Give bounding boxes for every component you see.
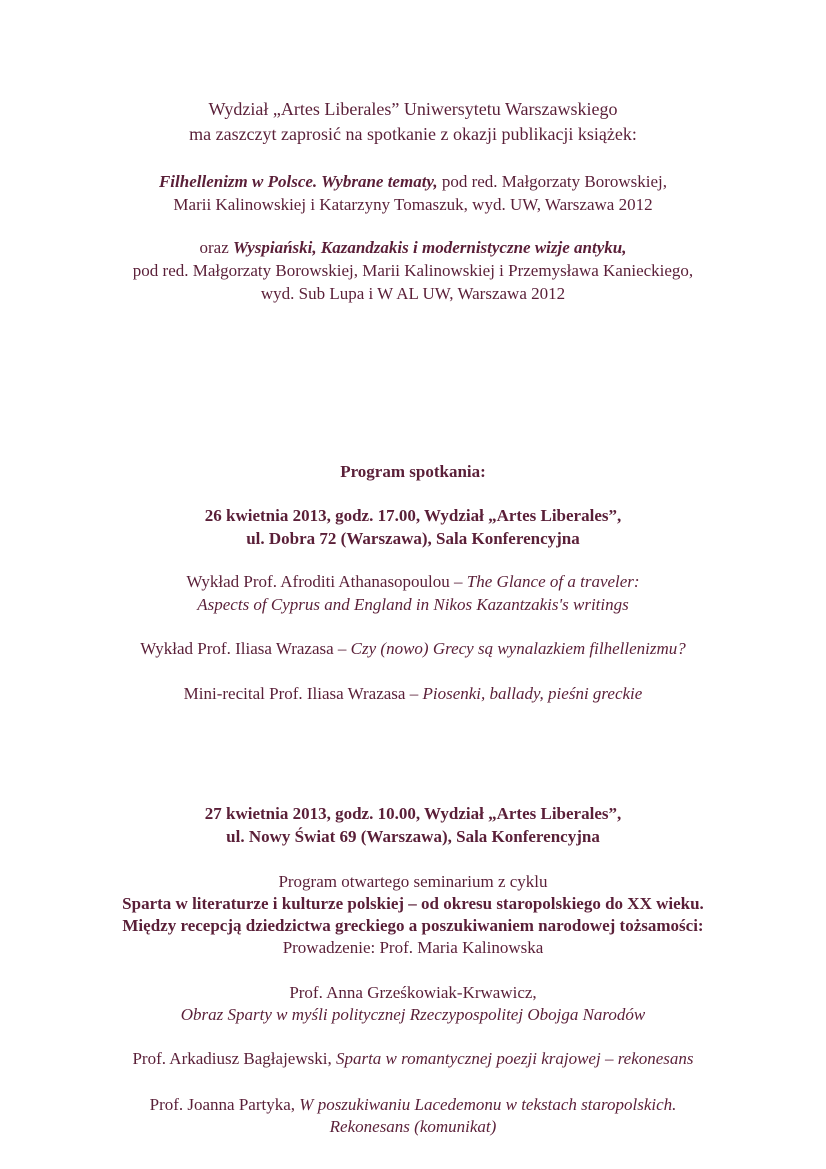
book1-title: Filhellenizm w Polsce. Wybrane tematy,	[158, 172, 438, 191]
talk3-title-2: Rekonesans (komunikat)	[329, 1117, 497, 1136]
day1-recital	[0, 683, 826, 705]
talk2-speaker: Prof. Arkadiusz Bagłajewski,	[132, 1049, 336, 1068]
recital-title: Piosenki, ballady, pieśni greckie	[422, 684, 643, 703]
lecture1-title-1: The Glance of a traveler:	[466, 572, 640, 591]
lecture1-speaker: Wykład Prof. Afroditi Athanasopoulou –	[186, 572, 467, 591]
seminar-intro: Program otwartego seminarium z cyklu	[278, 872, 548, 891]
talk3-speaker: Prof. Joanna Partyka,	[149, 1095, 300, 1114]
book2-line-1	[0, 237, 826, 259]
day2-header-2: ul. Nowy Świat 69 (Warszawa), Sala Konferencyjna	[226, 827, 600, 846]
lecture2-title: Czy (nowo) Grecy są wynalazkiem filhellenizmu?	[350, 639, 686, 658]
talk1-title: Obraz Sparty w myśli politycznej Rzeczypospolitej Obojga Narodów	[180, 1005, 646, 1024]
recital-speaker: Mini-recital Prof. Iliasa Wrazasa –	[183, 684, 423, 703]
day1-header-1: 26 kwietnia 2013, godz. 17.00, Wydział „Artes Liberales”,	[204, 506, 622, 525]
book2-editors-2: wyd. Sub Lupa i W AL UW, Warszawa 2012	[260, 284, 566, 303]
book1-line-1	[0, 171, 826, 193]
book1-editors-1: pod red. Małgorzaty Borowskiej,	[437, 172, 668, 191]
day1-header-2: ul. Dobra 72 (Warszawa), Sala Konferencyjna	[246, 529, 580, 548]
seminar-title-2: Między recepcją dziedzictwa greckiego a poszukiwaniem narodowej tożsamości:	[122, 916, 704, 935]
talk3-title-1: W poszukiwaniu Lacedemonu w tekstach staropolskich.	[299, 1095, 677, 1114]
day1-lecture1-line-1	[0, 571, 826, 593]
day1-lecture2	[0, 638, 826, 660]
talk1-speaker: Prof. Anna Grześkowiak-Krwawicz,	[289, 983, 537, 1002]
lecture2-speaker: Wykład Prof. Iliasa Wrazasa –	[140, 639, 351, 658]
lecture1-title-2: Aspects of Cyprus and England in Nikos Kazantzakis's writings	[197, 595, 629, 614]
intro-line-2: ma zaszczyt zaprosić na spotkanie z okazji publikacji książek:	[189, 124, 637, 144]
book2-prefix: oraz	[199, 238, 234, 257]
day2-header-1: 27 kwietnia 2013, godz. 10.00, Wydział „Artes Liberales”,	[204, 804, 622, 823]
talk3-line-1	[0, 1094, 826, 1116]
seminar-moderator: Prowadzenie: Prof. Maria Kalinowska	[282, 938, 544, 957]
seminar-title-1: Sparta w literaturze i kulturze polskiej – od okresu staropolskiego do XX wieku.	[122, 894, 704, 913]
book2-title: Wyspiański, Kazandzakis i modernistyczne wizje antyku,	[233, 238, 627, 257]
talk2	[0, 1048, 826, 1070]
intro-line-1: Wydział „Artes Liberales” Uniwersytetu Warszawskiego	[208, 99, 618, 119]
book2-editors-1: pod red. Małgorzaty Borowskiej, Marii Kalinowskiej i Przemysława Kanieckiego,	[132, 261, 694, 280]
talk2-title: Sparta w romantycznej poezji krajowej – rekonesans	[335, 1049, 694, 1068]
program-heading: Program spotkania:	[340, 462, 486, 481]
book1-editors-2: Marii Kalinowskiej i Katarzyny Tomaszuk, wyd. UW, Warszawa 2012	[173, 195, 653, 214]
